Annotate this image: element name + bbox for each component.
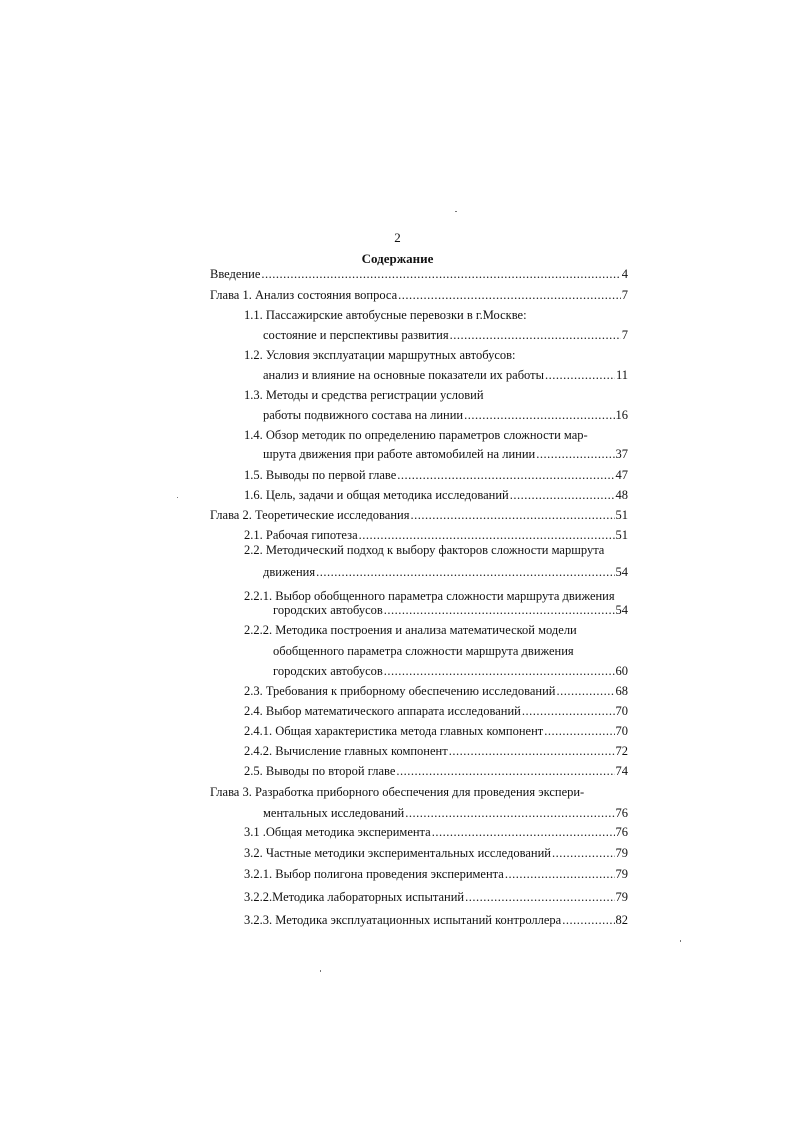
toc-entry-page: 51 bbox=[615, 528, 628, 542]
toc-entry-text: шрута движения при работе автомобилей на линии bbox=[263, 447, 536, 461]
toc-entry-page: 51 bbox=[615, 508, 628, 522]
toc-entry-1-1 bbox=[263, 327, 628, 343]
toc-entry-1-1-line1 bbox=[244, 307, 628, 323]
dot-leader bbox=[405, 805, 614, 821]
toc-entry-2-2-line1 bbox=[244, 542, 628, 558]
dot-leader bbox=[510, 487, 615, 503]
scan-speck bbox=[680, 940, 681, 942]
toc-entry-text: 2.2.2. Методика построения и анализа математической модели bbox=[244, 623, 577, 637]
toc-entry-text: Введение bbox=[210, 267, 261, 281]
toc-entry-page: 70 bbox=[615, 704, 628, 718]
toc-entry-text: анализ и влияние на основные показатели их работы bbox=[263, 368, 545, 382]
dot-leader bbox=[449, 743, 615, 759]
toc-entry-2-2-2-line2 bbox=[273, 643, 628, 659]
toc-entry-page: 74 bbox=[615, 764, 628, 778]
toc-entry-text: 2.5. Выводы по второй главе bbox=[244, 764, 396, 778]
dot-leader bbox=[544, 723, 614, 739]
toc-entry-page: 72 bbox=[615, 744, 628, 758]
scan-speck bbox=[320, 970, 321, 972]
toc-entry-text: 2.3. Требования к приборному обеспечению исследований bbox=[244, 684, 556, 698]
toc-entry-page: 70 bbox=[615, 724, 628, 738]
toc-entry-chapter-3-line1 bbox=[210, 784, 628, 800]
toc-entry-text: 2.4.2. Вычисление главных компонент bbox=[244, 744, 448, 758]
page-number: 2 bbox=[394, 230, 401, 245]
dot-leader bbox=[552, 845, 615, 861]
toc-entry-text: 1.5. Выводы по первой главе bbox=[244, 468, 397, 482]
dot-leader bbox=[464, 407, 614, 423]
toc-entry-2-2-2 bbox=[273, 663, 628, 679]
toc-entry-text: 1.1. Пассажирские автобусные перевозки в г.Москве: bbox=[244, 308, 527, 322]
dot-leader bbox=[432, 824, 615, 840]
toc-entry-1-4 bbox=[263, 446, 628, 462]
toc-entry-1-3 bbox=[263, 407, 628, 423]
dot-leader bbox=[505, 866, 615, 882]
dot-leader bbox=[556, 683, 614, 699]
toc-title: Содержание bbox=[361, 251, 434, 266]
toc-entry-3-2-3 bbox=[244, 912, 628, 928]
toc-entry-text: 2.1. Рабочая гипотеза bbox=[244, 528, 358, 542]
toc-entry-2-4-2 bbox=[244, 743, 628, 759]
toc-entry-text: городских автобусов bbox=[273, 664, 383, 678]
dot-leader bbox=[522, 703, 615, 719]
toc-entry-text: обобщенного параметра сложности маршрута движения bbox=[273, 644, 574, 658]
toc-entry-page: 54 bbox=[615, 565, 628, 579]
toc-entry-text: движения bbox=[263, 565, 316, 579]
toc-entry-page: 60 bbox=[615, 664, 628, 678]
toc-entry-page: 7 bbox=[621, 328, 628, 342]
toc-entry-text: 1.6. Цель, задачи и общая методика исследований bbox=[244, 488, 509, 502]
toc-entry-2-1 bbox=[244, 527, 628, 543]
toc-entry-text: 3.2.1. Выбор полигона проведения эксперимента bbox=[244, 867, 504, 881]
toc-entry-text: 1.4. Обзор методик по определению параметров сложности мар- bbox=[244, 428, 588, 442]
toc-entry-1-5 bbox=[244, 467, 628, 483]
dot-leader bbox=[397, 467, 614, 483]
dot-leader bbox=[545, 367, 615, 383]
dot-leader bbox=[359, 527, 615, 543]
toc-entry-page: 79 bbox=[615, 890, 628, 904]
toc-entry-page: 4 bbox=[621, 267, 628, 281]
toc-entry-2-4 bbox=[244, 703, 628, 719]
toc-entry-1-2 bbox=[263, 367, 628, 383]
toc-entry-text: ментальных исследований bbox=[263, 806, 405, 820]
toc-entry-page: 76 bbox=[615, 806, 628, 820]
toc-entry-page: 76 bbox=[615, 825, 628, 839]
toc-entry-page: 54 bbox=[615, 603, 628, 617]
toc-entry-page: 37 bbox=[615, 447, 628, 461]
toc-entry-page: 82 bbox=[615, 913, 628, 927]
toc-entry-text: состояние и перспективы развития bbox=[263, 328, 449, 342]
toc-entry-page: 79 bbox=[615, 867, 628, 881]
toc-entry-2-2-1 bbox=[273, 602, 628, 618]
toc-entry-1-3-line1 bbox=[244, 387, 628, 403]
toc-entry-1-4-line1 bbox=[244, 427, 628, 443]
toc-entry-page: 16 bbox=[615, 408, 628, 422]
dot-leader bbox=[261, 266, 620, 282]
toc-entry-1-6 bbox=[244, 487, 628, 503]
dot-leader bbox=[398, 287, 621, 303]
dot-leader bbox=[410, 507, 614, 523]
scan-speck bbox=[177, 497, 178, 498]
toc-entry-page: 47 bbox=[615, 468, 628, 482]
toc-entry-2-4-1 bbox=[244, 723, 628, 739]
dot-leader bbox=[450, 327, 621, 343]
dot-leader bbox=[384, 663, 615, 679]
toc-entry-3-2 bbox=[244, 845, 628, 861]
toc-entry-2-5 bbox=[244, 763, 628, 779]
toc-entry-text: 3.1 .Общая методика эксперимента bbox=[244, 825, 431, 839]
toc-entry-3-2-1 bbox=[244, 866, 628, 882]
toc-entry-3-1 bbox=[244, 824, 628, 840]
toc-entry-text: 2.2.1. Выбор обобщенного параметра сложности маршрута движения bbox=[244, 589, 615, 603]
dot-leader bbox=[396, 763, 614, 779]
toc-entry-text: работы подвижного состава на линии bbox=[263, 408, 464, 422]
toc-entry-text: 2.4. Выбор математического аппарата исследований bbox=[244, 704, 521, 718]
toc-entry-chapter-2 bbox=[210, 507, 628, 523]
toc-entry-2-2 bbox=[263, 564, 628, 580]
toc-entry-text: Глава 3. Разработка приборного обеспечения для проведения экспери- bbox=[210, 785, 585, 799]
toc-entry-text: 2.2. Методический подход к выбору факторов сложности маршрута bbox=[244, 543, 605, 557]
dot-leader bbox=[384, 602, 615, 618]
toc-entry-chapter-3 bbox=[263, 805, 628, 821]
toc-entry-chapter-1 bbox=[210, 287, 628, 303]
scan-speck bbox=[455, 211, 457, 212]
toc-entry-text: Глава 2. Теоретические исследования bbox=[210, 508, 410, 522]
toc-entry-text: 1.2. Условия эксплуатации маршрутных автобусов: bbox=[244, 348, 516, 362]
toc-entry-page: 79 bbox=[615, 846, 628, 860]
toc-entry-page: 48 bbox=[615, 488, 628, 502]
toc-entry-text: 3.2. Частные методики экспериментальных исследований bbox=[244, 846, 551, 860]
toc-entry-text: 3.2.3. Методика эксплуатационных испытаний контроллера bbox=[244, 913, 562, 927]
toc-entry-2-2-2-line1 bbox=[244, 622, 628, 638]
toc-entry-text: 3.2.2.Методика лабораторных испытаний bbox=[244, 890, 465, 904]
toc-entry-text: Глава 1. Анализ состояния вопроса bbox=[210, 288, 398, 302]
dot-leader bbox=[316, 564, 614, 580]
toc-entry-1-2-line1 bbox=[244, 347, 628, 363]
toc-entry-page: 68 bbox=[615, 684, 628, 698]
dot-leader bbox=[465, 889, 614, 905]
toc-entry-introduction bbox=[210, 266, 628, 282]
dot-leader bbox=[562, 912, 614, 928]
toc-entry-page: 11 bbox=[615, 368, 628, 382]
toc-entry-text: городских автобусов bbox=[273, 603, 383, 617]
toc-entry-3-2-2 bbox=[244, 889, 628, 905]
toc-entry-text: 2.4.1. Общая характеристика метода главных компонент bbox=[244, 724, 544, 738]
toc-entry-text: 1.3. Методы и средства регистрации условий bbox=[244, 388, 484, 402]
dot-leader bbox=[536, 446, 614, 462]
toc-entry-page: 7 bbox=[621, 288, 628, 302]
toc-entry-2-3 bbox=[244, 683, 628, 699]
